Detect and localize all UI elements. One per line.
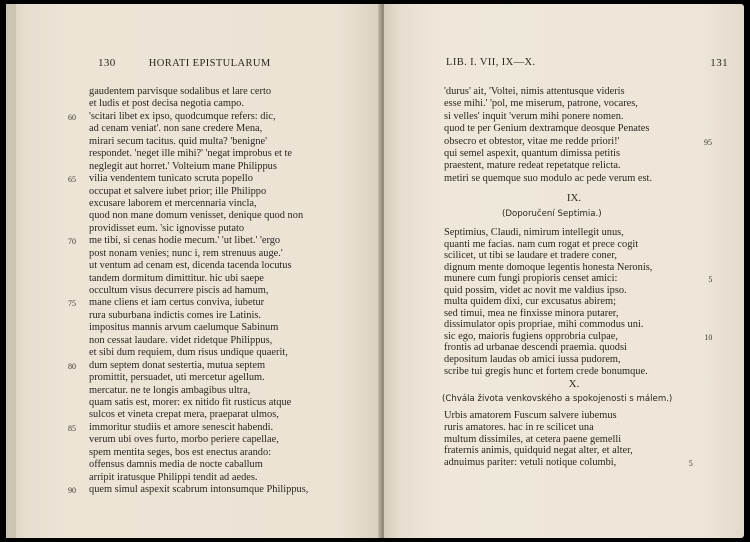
verse-line [89, 322, 308, 334]
verse-text: munere cum fungi propioris censet amici: [444, 273, 618, 285]
verse-text: tandem dormitum dimittitur. hic ubi saepe [89, 272, 264, 284]
verse-text: obsecro et obtestor, vitae me redde priori!' [444, 135, 620, 147]
right-page-number: 131 [710, 57, 728, 69]
verse-text: 'scitari libet ex ipso, quodcumque refers: dic, [89, 110, 276, 122]
section-ix-text [444, 227, 713, 377]
verse-text: Septimius, Claudi, nimirum intellegit unus, [444, 227, 624, 238]
verse-line [444, 262, 652, 274]
verse-line [89, 248, 308, 260]
verse-text: vilia vendentem tunicato scruta popello [89, 173, 253, 185]
verse-line [89, 472, 308, 484]
section-ix-number: IX. [566, 192, 582, 204]
section-ix-subtitle: (Doporučení Septimia.) [502, 209, 602, 219]
verse-text: ruris amatores. hac in re scilicet una [444, 421, 594, 433]
verse-text: verum ubi oves furto, morbo periere capellae, [89, 434, 279, 446]
verse-text: ad cenam veniat'. non sane credere Mena, [89, 123, 263, 135]
verse-line [444, 160, 652, 172]
verse-line [89, 285, 308, 297]
verse-text: et sibi dum requiem, dum risus undique quaerit, [89, 347, 288, 359]
verse-line [89, 385, 308, 397]
verse-text: 'durus' ait, 'Voltei, nimis attentusque videris [444, 86, 625, 97]
line-number: 60 [68, 112, 76, 122]
line-number: 5 [688, 459, 693, 469]
line-number: 90 [68, 486, 76, 495]
verse-line [444, 342, 652, 354]
verse-text: frontis ad urbanae descendi praemia. quodsi [444, 342, 627, 354]
verse-line [444, 285, 652, 297]
verse-text: sed timui, mea ne finxisse minora putarer, [444, 307, 619, 319]
line-number: 80 [68, 361, 76, 371]
line-number: 70 [68, 237, 76, 247]
page-edges [6, 4, 16, 538]
verse-text: non cessat laudare. videt ridetque Philippus, [89, 334, 273, 346]
line-number: 5 [708, 275, 713, 285]
line-number: 95 [704, 137, 713, 147]
verse-line [444, 227, 652, 239]
right-page [384, 4, 744, 538]
verse-line [89, 161, 308, 173]
verse-line [89, 372, 308, 384]
section-x-text [444, 410, 693, 469]
verse-text: mercatur. ne te longis ambagibus ultra, [89, 384, 251, 396]
verse-line [89, 210, 308, 222]
verse-line [89, 335, 308, 347]
verse-text: fraternis animis, quidquid negat alter, et alter, [444, 445, 633, 457]
verse-text: promittit, persuadet, uti mercetur agellum. [89, 372, 265, 384]
verse-text: quod non mane domum venisset, denique quod non [89, 210, 304, 222]
verse-line [89, 347, 308, 359]
left-text-block [68, 86, 309, 496]
verse-line [68, 173, 308, 185]
verse-line [89, 223, 308, 235]
verse-text: rura suburbana indictis comes ire Latinis. [89, 309, 261, 321]
verse-line [444, 445, 633, 457]
verse-line [444, 135, 713, 148]
verse-line [444, 410, 633, 422]
verse-text: depositum laudas ob amici iussa pudorem, [444, 354, 621, 366]
verse-text: metiri se quemque suo modulo ac pede verum est. [444, 172, 653, 184]
verse-text: quem simul aspexit scabrum intonsumque Philippus, [89, 484, 309, 495]
verse-text: mirari secum tacitus. quid multa? 'benigne' [89, 135, 268, 147]
verse-text: arripit iratusque Philippi tendit ad aedes. [89, 471, 258, 483]
verse-line [89, 123, 308, 135]
verse-text: providisset eum. 'sic ignovisse putato [89, 222, 245, 234]
verse-line [68, 484, 309, 496]
verse-text: praestent, mature redeat repetatque relicta. [444, 160, 621, 172]
verse-line [89, 148, 308, 160]
verse-text: spem mentita seges, bos est enectus arando: [89, 446, 272, 458]
verse-text: et ludis et post decisa negotia campo. [89, 98, 244, 110]
verse-line [444, 366, 652, 378]
verse-text: multum dissimiles, at cetera paene gemelli [444, 433, 622, 445]
verse-line [68, 297, 308, 309]
verse-text: multa quidem dixi, cur excusatus abirem; [444, 296, 616, 308]
verse-line [444, 123, 652, 135]
verse-line [444, 308, 652, 320]
verse-text: neglegit aut horret.' Volteium mane Philippus [89, 160, 277, 172]
verse-line [444, 457, 693, 469]
verse-text: dignum mente domoque legentis honesta Neronis, [444, 261, 653, 273]
verse-text: scribe tui gregis hunc et fortem crede bonumque. [444, 365, 648, 377]
verse-text: offensus damnis media de nocte caballum [89, 459, 263, 471]
verse-text: quanti me facias. nam cum rogat et prece cogit [444, 238, 639, 250]
verse-text: gaudentem parvisque sodalibus et lare certo [89, 86, 272, 97]
section-x-subtitle: (Chvála života venkovského a spokojenosti s málem.) [442, 394, 673, 404]
verse-text: me tibi, si cenas hodie mecum.' 'ut libet.' 'ergo [89, 235, 281, 247]
verse-line [444, 354, 652, 366]
verse-line [89, 397, 308, 409]
verse-line [89, 186, 308, 198]
verse-line [89, 310, 308, 322]
verse-text: quod te per Genium dextramque deosque Penates [444, 123, 650, 135]
verse-text: immoritur studiis et amore senescit habendi. [89, 421, 274, 433]
verse-text: post nonam venies; nunc i, rem strenuus auge.' [89, 247, 283, 259]
line-number: 85 [68, 423, 76, 433]
verse-line [89, 273, 308, 285]
verse-line [444, 330, 713, 343]
verse-text: excusare laborem et mercennaria vincla, [89, 197, 257, 209]
verse-text: si velles' inquit 'verum mihi ponere nomen. [444, 110, 624, 122]
verse-line [89, 434, 308, 446]
verse-line [444, 422, 633, 434]
verse-line [68, 235, 308, 247]
verse-line [444, 273, 713, 285]
verse-line [444, 86, 652, 98]
verse-line [444, 148, 652, 160]
section-x-number: X. [568, 378, 580, 390]
verse-line [444, 250, 652, 262]
verse-text: sulcos et vineta crepat mera, praeparat ulmos, [89, 409, 279, 421]
right-text-block [444, 86, 713, 185]
verse-line [444, 111, 652, 123]
verse-text: dissimulator opis propriae, mihi commodus uni. [444, 319, 644, 331]
verse-text: scilicet, ut tibi se laudare et tradere coner, [444, 250, 617, 262]
left-page [6, 4, 382, 538]
verse-line [444, 239, 652, 251]
verse-text: respondet. 'neget ille mihi?' 'negat improbus et te [89, 148, 292, 160]
verse-line [89, 98, 308, 110]
right-running-head: LIB. I. VII, IX—X. [446, 57, 536, 68]
verse-text: dum septem donat sestertia, mutua septem [89, 359, 266, 371]
verse-line [89, 136, 308, 148]
verse-line [68, 421, 308, 434]
verse-line [444, 434, 633, 446]
verse-line [68, 110, 308, 123]
verse-line [444, 98, 652, 110]
verse-text: adnuimus pariter: vetuli notique columbi, [444, 457, 617, 469]
verse-line [444, 173, 652, 185]
verse-line [444, 296, 652, 308]
left-page-number: 130 [98, 57, 116, 69]
verse-text: sic ego, maioris fugiens opprobria culpae, [444, 330, 618, 342]
verse-text: quid possim, videt ac novit me valdius ipso. [444, 284, 627, 296]
left-running-head: HORATI EPISTULARUM [148, 58, 271, 69]
verse-line [89, 447, 308, 459]
left-running-header [98, 57, 271, 69]
line-number: 10 [704, 332, 713, 342]
verse-text: impositus mannis arvum caelumque Sabinum [89, 322, 279, 334]
verse-line [89, 409, 308, 421]
line-number: 75 [68, 299, 76, 309]
verse-text: quam satis est, morer: ex nitido fit rusticus atque [89, 396, 292, 408]
verse-line [89, 198, 308, 210]
verse-line [444, 319, 652, 331]
verse-text: occultum visus decurrere piscis ad hamum, [89, 285, 269, 296]
verse-text: mane cliens et iam certus conviva, iubetur [89, 297, 265, 309]
line-number: 65 [68, 175, 76, 185]
verse-text: occupat et salvere iubet prior; ille Philippo [89, 185, 267, 197]
verse-text: qui semel aspexit, quantum dimissa petitis [444, 147, 621, 159]
verse-text: Urbis amatorem Fuscum salvere iubemus [444, 410, 617, 421]
verse-line [89, 260, 308, 272]
verse-line [89, 86, 308, 98]
verse-line [89, 459, 308, 471]
verse-text: esse mihi.' 'pol, me miserum, patrone, vocares, [444, 98, 638, 110]
right-running-header [446, 57, 728, 68]
verse-text: ut ventum ad cenam est, dicenda tacenda locutus [89, 260, 292, 272]
verse-line [68, 359, 308, 372]
